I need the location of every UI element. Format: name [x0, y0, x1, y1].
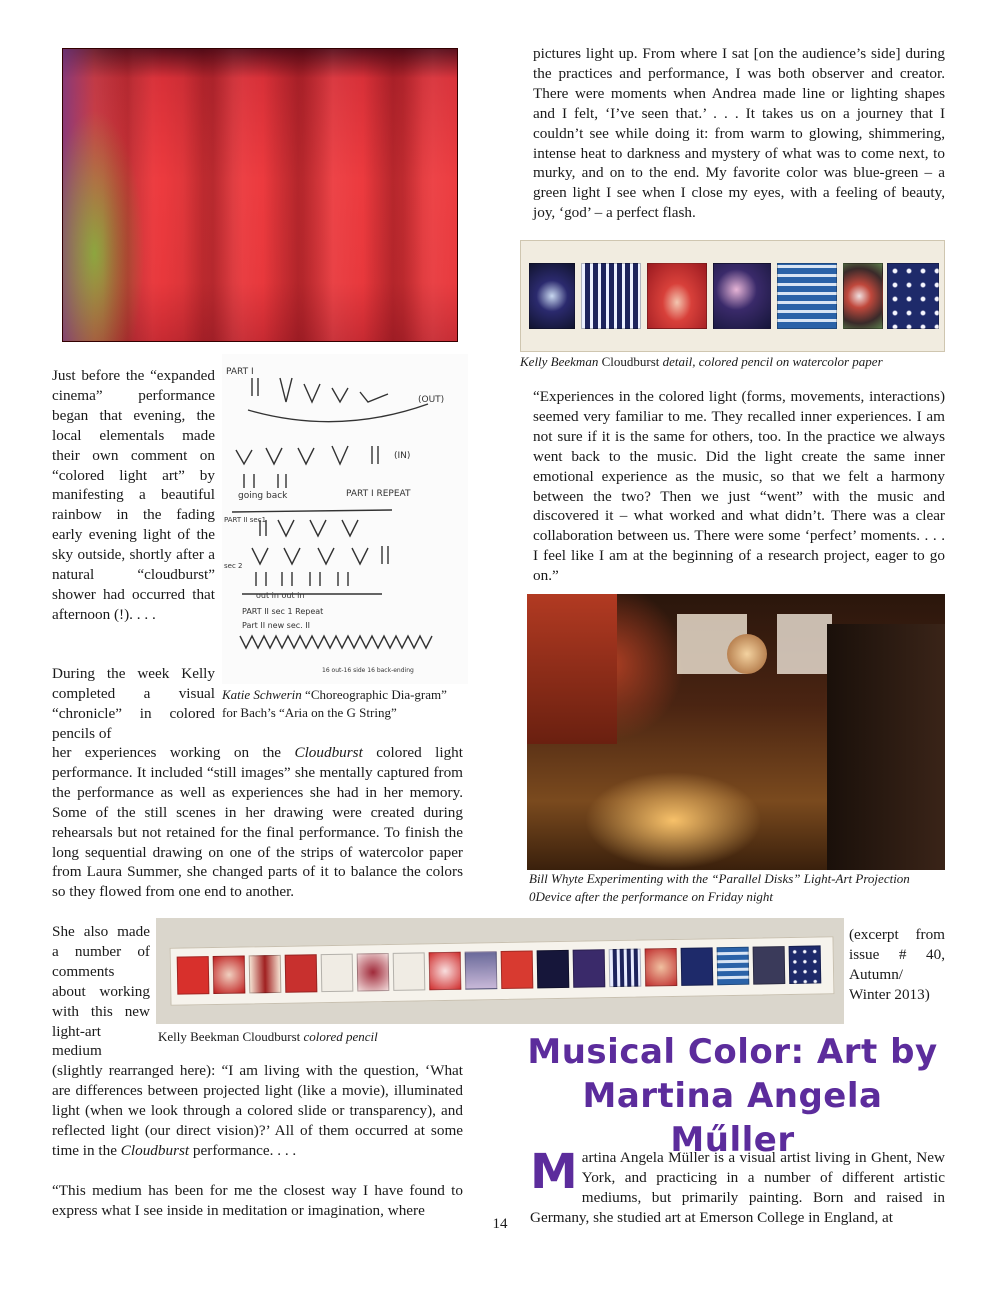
right-column-top-text: pictures light up. From where I sat [on the audience’s side] during the practices and performance, I was both observer and creator. There were moments when Andrea made line or lighting shapes and I felt, ‘I’ve seen that.’ . . . It takes us on a journey that I couldn’t see while doing it: from warm to glowing, shimmering, intense heat to darkness and mystery of what was to come next, to murky, and on to the end. My favorite color was blue-green – a green light I see when I close my eyes, with a feeling of beauty, joy, ‘god’ – a perfect flash. — [533, 45, 945, 222]
drop-cap: M — [530, 1144, 578, 1200]
diagram-label-part2-sec1-repeat: PART II sec 1 Repeat — [242, 607, 324, 616]
diagram-label-sec2: sec 2 — [224, 562, 243, 570]
article-intro-text: Martina Angela Müller is a visual artist living in Ghent, New York, and practicing in a number of different artistic mediums, but primarily painting. Born and raised in Germany, she studied art at Emerson College in England, at — [530, 1144, 945, 1226]
caption-strip2 — [158, 1028, 458, 1046]
cloudburst-strip-photo — [156, 918, 844, 1024]
caption-bill: Bill Whyte Experimenting with the “Parallel Disks” Light-Art Projection 0Device after the performance on Friday night — [529, 871, 910, 904]
right-column-quote: “Experiences in the colored light (forms, movements, interactions) seemed very familiar to me. They recalled inner experiences. I am not sure if it is the same for others, too. In the practice we always went back to the music. Did the light create the same inner emotional experience as the music, so that we felt a harmony between the two? Then we just “went” with the music and discovered it – what worked and what didn’t. There was a clear collaboration between us. There were some ‘perfect’ moments. . . . I feel like I am at the beginning of a research project, eager to go on.” — [533, 388, 945, 585]
diagram-label-out: (OUT) — [418, 395, 445, 405]
caption-title: Cloudburst — [601, 354, 660, 369]
heading-line1: Musical Color: Art by — [527, 1032, 938, 1072]
left-column-comments-start: She also made a number of comments about working with this new light-art medium — [52, 923, 150, 1060]
article-heading — [520, 1030, 945, 1162]
caption-text: detail, colored pencil on watercolor paper — [662, 354, 883, 369]
caption-artist: Kelly Beekman — [158, 1029, 240, 1044]
caption-strip1 — [520, 353, 950, 371]
cloudburst-detail-photo — [520, 240, 945, 352]
caption-title: Cloudburst — [242, 1029, 301, 1044]
diagram-label-in: (IN) — [394, 451, 411, 461]
caption-text: colored pencil — [303, 1029, 378, 1044]
excerpt-note: (excerpt from issue # 40, Autumn/ Winter 2013) — [849, 926, 945, 1003]
page-number: 14 — [492, 1216, 508, 1232]
diagram-label-part2-sec1: PART II sec1 — [224, 516, 267, 524]
bill-whyte-photo — [527, 594, 945, 870]
left-column-week-text-start: During the week Kelly completed a visual “chronicle” in colored pencils of — [52, 665, 215, 742]
left-column-rainbow-text: Just before the “expanded cinema” performance began that evening, the local elementals made their own comment on “colored light art” by manifesting a beautiful rainbow in the fading early evening light of the sky outside, shortly after a natural “cloudburst” shower had occurred that afternoon (!). . . . — [52, 367, 215, 623]
choreographic-diagram — [222, 354, 468, 684]
caption-diagram — [222, 686, 462, 722]
left-column-comments-text: (slightly rearranged here): “I am living with the question, ‘What are differences between projected light (like a movie), illuminated light (when we look through a colored slide or transparency), and reflected light (our direct vision)?’ All of them occurred at some time in the Cloudburst performance. . . . — [52, 1062, 463, 1159]
left-column-week-text: her experiences working on the Cloudburst colored light performance. It included “still images” she mentally captured from the performance as well as experiences she had in her memory. Some of the still scenes in her drawing were created during rehearsals but not retained for the final performance. To finish the long sequential drawing on one of the strips of watercolor paper from Laura Summer, she changed parts of it to balance the colors so they flowed from one end to another. — [52, 744, 463, 901]
caption-artist: Katie Schwerin — [222, 687, 302, 702]
left-column-medium-quote: “This medium has been for me the closest way I have found to express what I see inside in meditation or imagination, where — [52, 1182, 463, 1219]
diagram-label-bottom-note: 16 out-16 side 16 back-ending — [322, 667, 414, 674]
heading-line2: Martina Angela Műller — [582, 1076, 883, 1160]
diagram-label-going-back: going back — [238, 491, 288, 501]
caption-text: “Choreographic Dia-gram” for Bach’s “Aria on the G String” — [222, 687, 447, 720]
caption-artist: Kelly Beekman — [520, 354, 599, 369]
curtain-photo — [62, 48, 458, 342]
diagram-label-part1: PART I — [226, 367, 254, 377]
diagram-label-part2-new-sec: Part II new sec. II — [242, 621, 310, 630]
diagram-label-out-in: out in out in — [256, 591, 305, 600]
diagram-label-part1-repeat: PART I REPEAT — [346, 489, 411, 499]
